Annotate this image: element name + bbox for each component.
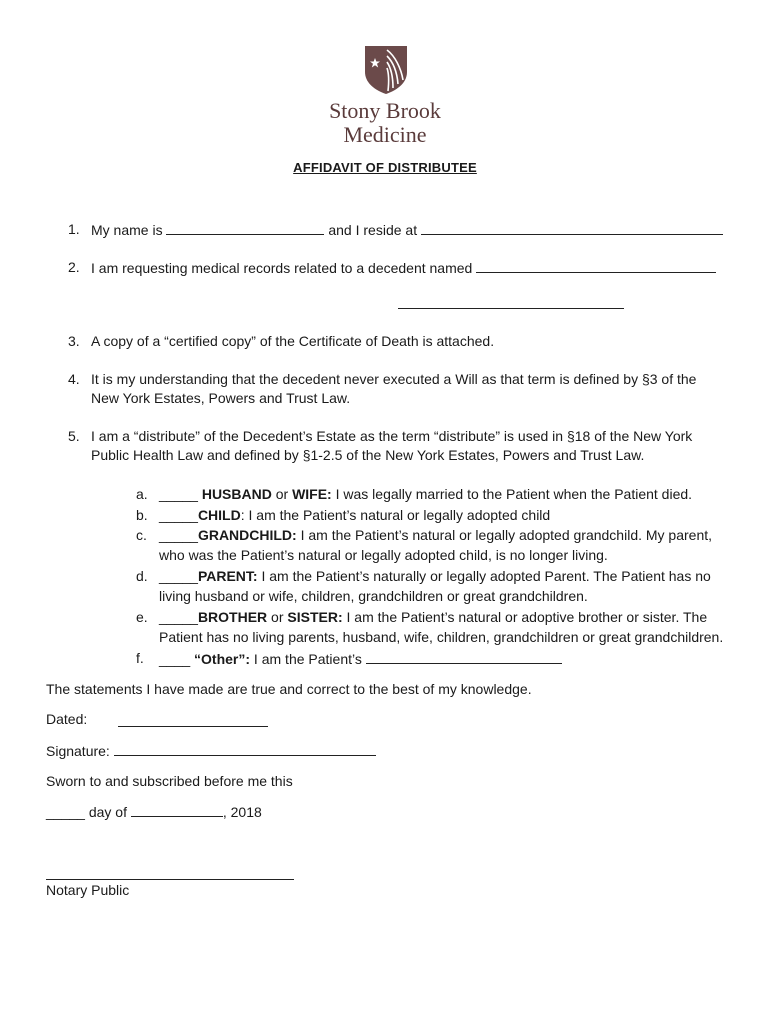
option-text: I am the Patient’s naturally or legally adopted Parent. The Patient has no <box>257 568 711 584</box>
item-3-text: A copy of a “certified copy” of the Certificate of Death is attached. <box>91 333 495 349</box>
item-5-text-line1: I am a “distribute” of the Decedent’s Estate as the term “distribute” is used in §18 of the New York <box>91 428 693 444</box>
notary-label: Notary Public <box>46 882 130 898</box>
option-text: : I am the Patient’s natural or legally adopted child <box>240 507 551 523</box>
other-relationship-field[interactable] <box>366 650 562 664</box>
option-bold: “Other”: <box>194 651 251 667</box>
decedent-name-field[interactable] <box>476 259 716 273</box>
option-grandchild[interactable] <box>159 527 712 543</box>
month-field[interactable] <box>131 803 223 817</box>
item-4-text-line2: New York Estates, Powers and Trust Law. <box>91 390 351 406</box>
option-blank: _____ <box>159 527 198 543</box>
item-2 <box>91 259 716 276</box>
option-blank: _____ <box>159 507 198 523</box>
option-text-line2: Patient has no living parents, husband, wife, children, grandchildren or great grandchildren. <box>159 629 724 645</box>
dated-field[interactable] <box>118 713 268 727</box>
option-bold: SISTER: <box>287 609 343 625</box>
option-bold: HUSBAND <box>201 486 272 502</box>
item-number: 5. <box>68 428 80 444</box>
logo-text-line2: Medicine <box>343 122 427 147</box>
document-title: AFFIDAVIT OF DISTRIBUTEE <box>293 160 477 175</box>
option-blank: _____ <box>159 486 202 502</box>
option-bold: PARENT: <box>197 568 258 584</box>
notary-signature-line[interactable] <box>46 866 294 880</box>
option-child[interactable] <box>159 507 550 523</box>
item-1-text-b: and I reside at <box>324 222 421 238</box>
day-of-row <box>46 803 262 820</box>
item-number: 4. <box>68 371 80 387</box>
option-bold: BROTHER <box>197 609 268 625</box>
item-number: 2. <box>68 259 80 275</box>
day-of-text: day of <box>84 804 131 820</box>
year-text: , 2018 <box>222 804 262 820</box>
option-letter: e. <box>136 609 148 625</box>
option-letter: b. <box>136 507 148 523</box>
item-number: 1. <box>68 221 80 237</box>
option-husband-wife[interactable] <box>159 486 692 502</box>
option-letter: a. <box>136 486 148 502</box>
dated-label: Dated: <box>46 711 88 727</box>
option-text: I am the Patient’s natural or legally adopted grandchild. My parent, <box>296 527 713 543</box>
item-number: 3. <box>68 333 80 349</box>
option-text: or <box>271 486 293 502</box>
option-blank: ____ <box>159 651 195 667</box>
option-bold: CHILD <box>197 507 241 523</box>
item-5-text-line2: Public Health Law and defined by §1-2.5 of the New York Estates, Powers and Trust Law. <box>91 447 645 463</box>
option-text: I am the Patient’s <box>250 651 366 667</box>
option-other[interactable] <box>159 650 562 667</box>
option-bold: GRANDCHILD: <box>197 527 297 543</box>
name-field[interactable] <box>166 221 324 235</box>
sworn-text: Sworn to and subscribed before me this <box>46 773 293 789</box>
statement-text: The statements I have made are true and correct to the best of my knowledge. <box>46 681 532 697</box>
signature-label: Signature: <box>46 743 114 759</box>
option-text: I was legally married to the Patient when the Patient died. <box>331 486 693 502</box>
option-text: I am the Patient’s natural or adoptive brother or sister. The <box>342 609 708 625</box>
option-letter: d. <box>136 568 148 584</box>
day-field[interactable]: _____ <box>46 804 85 820</box>
item-1 <box>91 221 723 238</box>
stony-brook-shield-logo <box>365 46 407 94</box>
option-blank: _____ <box>159 568 198 584</box>
option-blank: _____ <box>159 609 198 625</box>
option-parent[interactable] <box>159 568 711 584</box>
option-text: or <box>267 609 288 625</box>
signature-field[interactable] <box>114 742 376 756</box>
option-bold: WIFE: <box>292 486 332 502</box>
item-4-text-line1: It is my understanding that the decedent never executed a Will as that term is defined by §3 of the <box>91 371 697 387</box>
option-brother-sister[interactable] <box>159 609 707 625</box>
date-of-birth <box>398 295 624 312</box>
address-field[interactable] <box>421 221 723 235</box>
option-letter: f. <box>136 650 144 666</box>
date-of-birth-field[interactable] <box>398 295 624 309</box>
option-letter: c. <box>136 527 147 543</box>
signature-row <box>46 742 376 759</box>
logo-text-line1: Stony Brook <box>329 98 441 123</box>
item-1-text-a: My name is <box>91 222 167 238</box>
option-text-line2: living husband or wife, children, grandchildren or great grandchildren. <box>159 588 588 604</box>
option-text-line2: who was the Patient’s natural or legally adopted child, is no longer living. <box>159 547 608 563</box>
item-2-text: I am requesting medical records related to a decedent named <box>91 260 477 276</box>
